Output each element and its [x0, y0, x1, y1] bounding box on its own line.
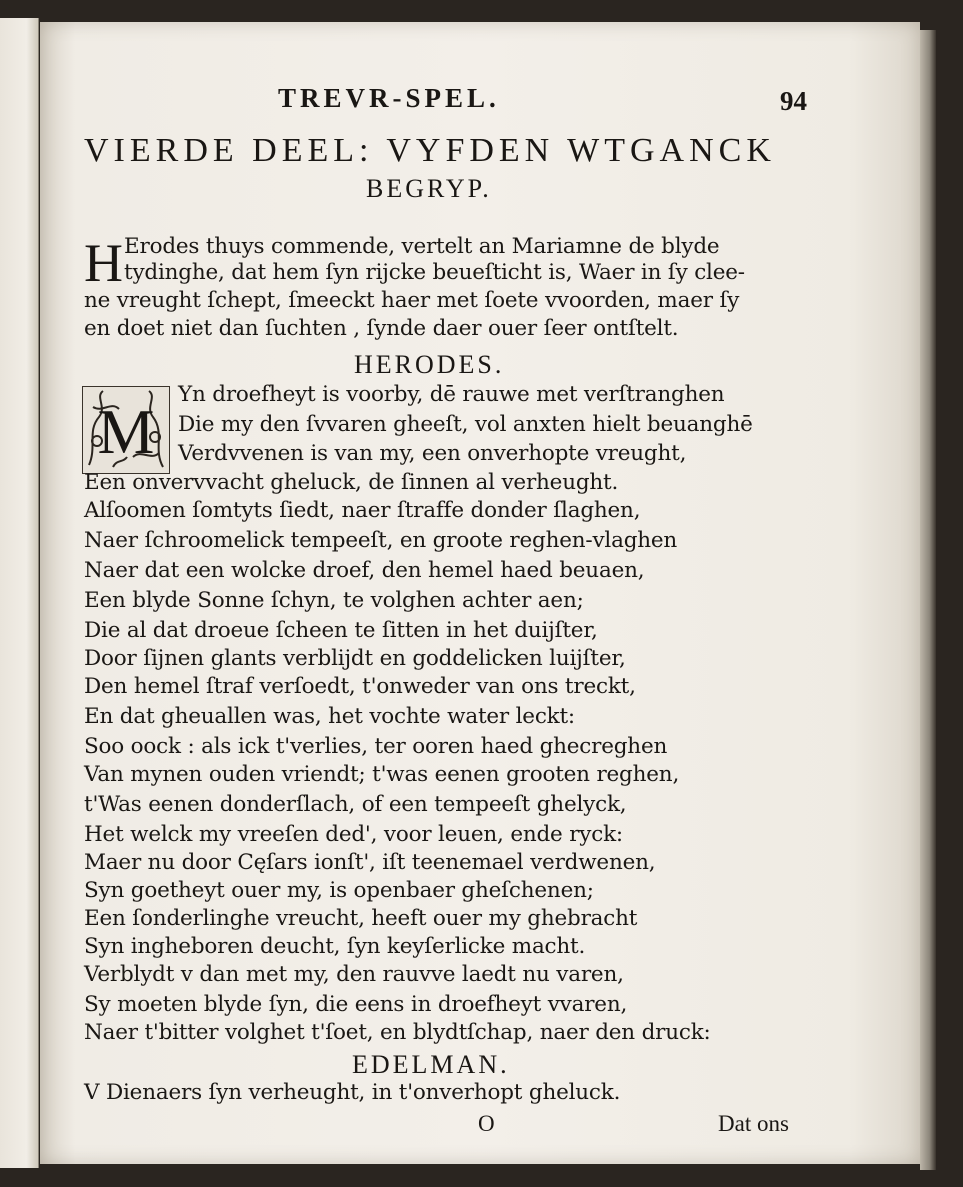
- verse-line: Het welck my vreeſen ded', voor leuen, ende ryck:: [84, 822, 623, 847]
- verse-line: V Dienaers ſyn verheught, in t'onverhopt gheluck.: [84, 1080, 621, 1105]
- speaker-edelman: EDELMAN.: [352, 1050, 510, 1079]
- verse-line: Verdvvenen is van my, een onverhopte vreught,: [178, 441, 687, 466]
- summary-line: ne vreught ſchept, ſmeeckt haer met ſoete vvoorden, maer ſy: [84, 288, 740, 313]
- verse-line: Syn goetheyt ouer my, is openbaer gheſchenen;: [84, 878, 594, 903]
- ornamental-drop-cap: [82, 386, 170, 474]
- page-number: 94: [780, 86, 807, 116]
- svg-text:M: M: [97, 396, 155, 467]
- verse-line: Syn ingheboren deucht, ſyn keyſerlicke macht.: [84, 934, 586, 959]
- verse-line: Door ſijnen glants verblijdt en goddelicken luijſter,: [84, 646, 626, 671]
- verse-line: Naer ſchroomelick tempeeſt, en groote reghen-vlaghen: [84, 528, 678, 553]
- page-stack-edge: [920, 30, 936, 1170]
- summary-line: tydinghe, dat hem ſyn rijcke beueſticht is, Waer in ſy clee-: [124, 260, 745, 285]
- summary-line: Erodes thuys commende, vertelt an Mariamne de blyde: [124, 234, 720, 259]
- verse-line: Die al dat droeue ſcheen te ſitten in het duijſter,: [84, 618, 598, 643]
- verse-line: Verblydt v dan met my, den rauvve laedt nu varen,: [84, 962, 624, 987]
- verse-line: Een blyde Sonne ſchyn, te volghen achter aen;: [84, 588, 584, 613]
- foliage-ornament-icon: [83, 387, 169, 473]
- verse-line: Maer nu door Cęſars ionſt', iſt teenemael verdwenen,: [84, 850, 656, 875]
- verse-line: Soo oock : als ick t'verlies, ter ooren haed ghecreghen: [84, 734, 668, 759]
- verse-line: Sy moeten blyde ſyn, die eens in droefheyt vvaren,: [84, 992, 628, 1017]
- facing-page-edge: [0, 18, 39, 1168]
- running-title: TREVR-SPEL.: [278, 83, 500, 113]
- verse-line: En dat gheuallen was, het vochte water leckt:: [84, 704, 575, 729]
- signature-mark: O: [478, 1111, 495, 1136]
- verse-line: Alſoomen ſomtyts ſiedt, naer ſtraffe donder ſlaghen,: [84, 498, 641, 523]
- summary-line: en doet niet dan ſuchten , ſynde daer ouer ſeer ontſtelt.: [84, 316, 679, 341]
- catchword: Dat ons: [718, 1111, 789, 1136]
- section-title: VIERDE DEEL: VYFDEN WTGANCK: [84, 132, 776, 169]
- drop-cap-h: H: [84, 233, 123, 293]
- verse-line: t'Was eenen donderſlach, of een tempeeſt ghelyck,: [84, 792, 627, 817]
- speaker-herodes: HERODES.: [354, 350, 505, 379]
- verse-line: Naer dat een wolcke droef, den hemel haed beuaen,: [84, 558, 645, 583]
- verse-line: Den hemel ſtraf verſoedt, t'onweder van ons treckt,: [84, 674, 636, 699]
- summary-heading: BEGRYP.: [366, 174, 492, 203]
- verse-line: Die my den ſvvaren gheeſt, vol anxten hielt beuanghē: [178, 412, 753, 437]
- verse-line: Yn droefheyt is voorby, dē rauwe met verſtranghen: [178, 382, 725, 407]
- verse-line: Naer t'bitter volghet t'ſoet, en blydtſchap, naer den druck:: [84, 1020, 711, 1045]
- verse-line: Een ſonderlinghe vreucht, heeft ouer my ghebracht: [84, 906, 638, 931]
- verse-line: Een onvervvacht gheluck, de ſinnen al verheught.: [84, 470, 619, 495]
- verse-line: Van mynen ouden vriendt; t'was eenen grooten reghen,: [84, 762, 680, 787]
